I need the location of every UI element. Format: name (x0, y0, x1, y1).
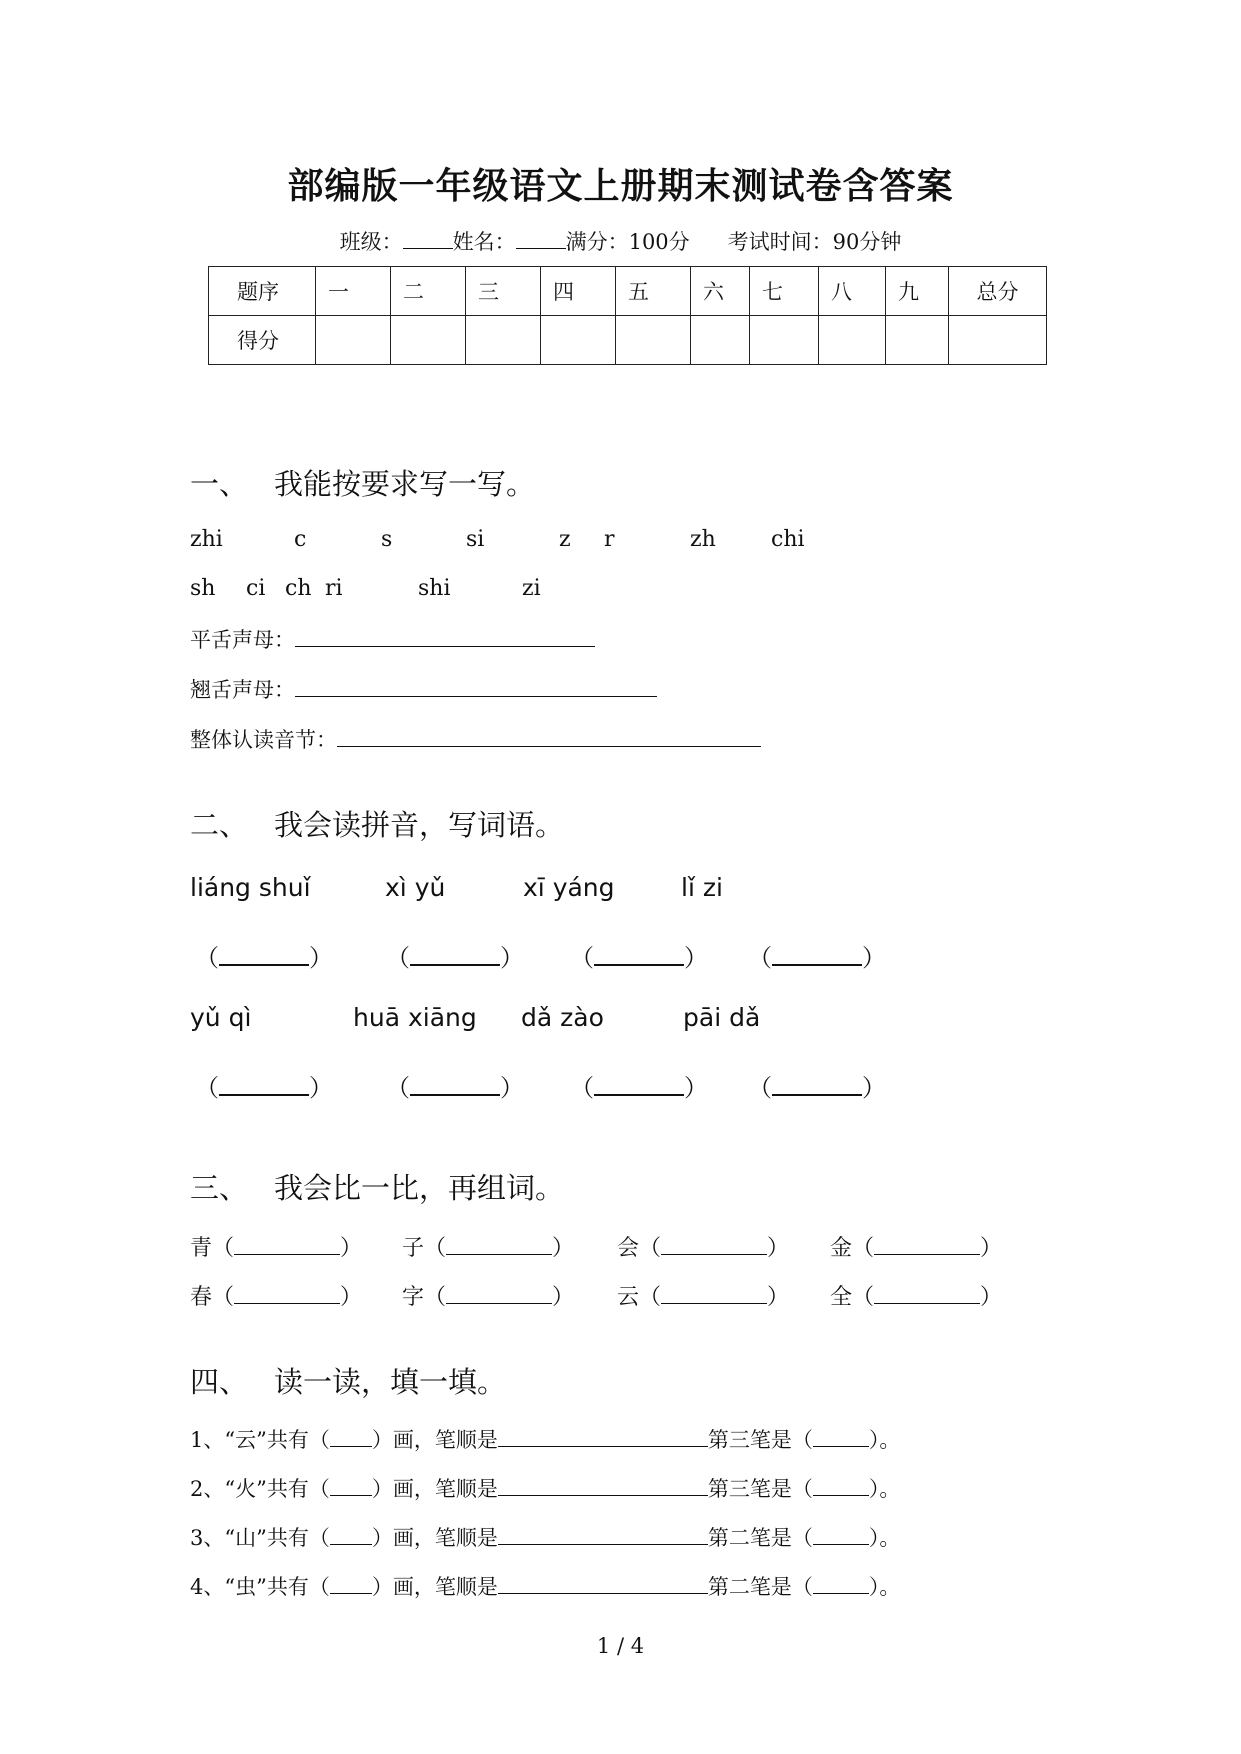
question-end: ）。 (868, 1575, 901, 1599)
question-number: 2、 (190, 1477, 225, 1501)
question-which: 第三笔是（ (707, 1428, 813, 1452)
score-row-label: 得分 (209, 316, 316, 365)
section-number: 一、 (190, 467, 249, 501)
retroflex-label: 翘舌声母： (190, 678, 295, 702)
stroke-count-blank[interactable] (330, 1475, 372, 1496)
compare-answer-line[interactable] (234, 1234, 340, 1255)
stroke-blank[interactable] (813, 1524, 869, 1545)
section-4-heading (190, 1360, 506, 1401)
answer-box[interactable] (195, 1068, 333, 1103)
pinyin-word: dǎ zào (521, 1003, 604, 1032)
score-cell[interactable] (886, 316, 949, 365)
syllable: ri (325, 576, 343, 601)
section-number: 四、 (190, 1365, 249, 1399)
stroke-order-blank[interactable] (498, 1426, 708, 1447)
section-title: 我能按要求写一写。 (274, 467, 536, 501)
compare-item (402, 1231, 574, 1262)
syllable: si (466, 527, 485, 552)
flat-tongue-row (190, 624, 595, 654)
score-cell[interactable] (541, 316, 616, 365)
name-label: 姓名： (452, 230, 516, 254)
answer-box[interactable] (195, 938, 333, 973)
paren-open: （ (424, 1285, 447, 1310)
compare-item (617, 1231, 789, 1262)
whole-syllable-row (190, 724, 761, 754)
table-header-cell: 三 (466, 267, 541, 316)
question-end: ）。 (868, 1526, 901, 1550)
section-number: 三、 (190, 1171, 249, 1205)
paren-open: （ (195, 944, 219, 972)
stroke-order-blank[interactable] (498, 1475, 708, 1496)
pinyin-word: lǐ zi (681, 873, 723, 902)
syllable: zhi (190, 527, 223, 552)
score-cell[interactable] (466, 316, 541, 365)
table-header-cell: 一 (316, 267, 391, 316)
score-table-header-row (209, 267, 1047, 316)
paren-close: ） (980, 1236, 1003, 1261)
answer-box[interactable] (748, 938, 886, 973)
question-mid: ）画，笔顺是 (371, 1575, 498, 1599)
question-char: “山”共有（ (224, 1526, 330, 1550)
section-number: 二、 (190, 808, 249, 842)
question-end: ）。 (868, 1428, 901, 1452)
compare-answer-line[interactable] (661, 1283, 767, 1304)
table-header-cell: 二 (391, 267, 466, 316)
compare-char: 金 (830, 1236, 853, 1261)
stroke-order-blank[interactable] (498, 1524, 708, 1545)
compare-answer-line[interactable] (446, 1234, 552, 1255)
question-mid: ）画，笔顺是 (371, 1526, 498, 1550)
score-cell[interactable] (750, 316, 819, 365)
answer-box[interactable] (748, 1068, 886, 1103)
paren-open: （ (386, 1074, 410, 1102)
table-header-cell: 题序 (209, 267, 316, 316)
paren-close: ） (862, 944, 886, 972)
syllable: zi (522, 576, 541, 601)
paren-open: （ (212, 1285, 235, 1310)
paren-open: （ (748, 1074, 772, 1102)
question-char: “虫”共有（ (224, 1575, 330, 1599)
answer-box[interactable] (570, 1068, 708, 1103)
score-cell[interactable] (391, 316, 466, 365)
table-header-cell: 九 (886, 267, 949, 316)
paren-open: （ (748, 944, 772, 972)
compare-item (402, 1280, 574, 1311)
table-header-cell: 七 (750, 267, 819, 316)
compare-char: 会 (617, 1236, 640, 1261)
compare-char: 子 (402, 1236, 425, 1261)
whole-syllable-answer-line[interactable] (337, 726, 761, 747)
paren-close: ） (767, 1236, 790, 1261)
paren-open: （ (570, 1074, 594, 1102)
compare-char: 青 (190, 1236, 213, 1261)
paren-open: （ (639, 1285, 662, 1310)
paren-open: （ (195, 1074, 219, 1102)
paren-close: ） (862, 1074, 886, 1102)
score-cell[interactable] (616, 316, 691, 365)
compare-answer-line[interactable] (446, 1283, 552, 1304)
syllable: z (559, 527, 571, 552)
paren-close: ） (500, 1074, 524, 1102)
paren-open: （ (639, 1236, 662, 1261)
paren-open: （ (212, 1236, 235, 1261)
compare-char: 全 (830, 1285, 853, 1310)
pinyin-word: yǔ qì (190, 1003, 252, 1032)
compare-char: 云 (617, 1285, 640, 1310)
question-number: 4、 (190, 1575, 225, 1599)
paren-close: ） (552, 1236, 575, 1261)
stroke-blank[interactable] (813, 1426, 869, 1447)
compare-char: 字 (402, 1285, 425, 1310)
question-char: “云”共有（ (224, 1428, 330, 1452)
section-1-heading (190, 462, 535, 503)
question-mid: ）画，笔顺是 (371, 1477, 498, 1501)
table-header-cell: 总分 (949, 267, 1047, 316)
score-cell[interactable] (691, 316, 750, 365)
paren-close: ） (767, 1285, 790, 1310)
stroke-question (190, 1424, 900, 1454)
compare-item (617, 1280, 789, 1311)
table-header-cell: 五 (616, 267, 691, 316)
syllable: ch (285, 576, 312, 601)
question-which: 第二笔是（ (707, 1575, 813, 1599)
score-cell[interactable] (316, 316, 391, 365)
score-cell[interactable] (949, 316, 1047, 365)
paren-open: （ (852, 1285, 875, 1310)
question-which: 第三笔是（ (707, 1477, 813, 1501)
full-score: 满分：100分 (565, 230, 690, 254)
paren-close: ） (340, 1285, 363, 1310)
question-end: ）。 (868, 1477, 901, 1501)
compare-item (190, 1280, 362, 1311)
stroke-count-blank[interactable] (330, 1524, 372, 1545)
stroke-question (190, 1473, 900, 1503)
syllable: ci (246, 576, 266, 601)
paren-close: ） (684, 944, 708, 972)
pinyin-word: pāi dǎ (683, 1003, 761, 1032)
stroke-question (190, 1571, 900, 1601)
syllable: zh (690, 527, 716, 552)
answer-box[interactable] (386, 938, 524, 973)
whole-syllable-label: 整体认读音节： (190, 728, 337, 752)
section-2-heading (190, 803, 564, 844)
compare-char: 春 (190, 1285, 213, 1310)
table-header-cell: 四 (541, 267, 616, 316)
class-blank[interactable] (403, 230, 453, 249)
compare-answer-line[interactable] (874, 1283, 980, 1304)
table-header-cell: 八 (819, 267, 886, 316)
section-title: 我会比一比，再组词。 (274, 1171, 565, 1205)
section-title: 我会读拼音，写词语。 (274, 808, 565, 842)
section-3-heading (190, 1166, 564, 1207)
syllable: chi (771, 527, 805, 552)
paren-close: ） (684, 1074, 708, 1102)
compare-answer-line[interactable] (234, 1283, 340, 1304)
table-header-cell: 六 (691, 267, 750, 316)
paren-close: ） (980, 1285, 1003, 1310)
paren-open: （ (386, 944, 410, 972)
retroflex-row (190, 674, 657, 704)
stroke-blank[interactable] (813, 1573, 869, 1594)
compare-answer-line[interactable] (874, 1234, 980, 1255)
pinyin-word: xì yǔ (385, 873, 446, 902)
stroke-order-blank[interactable] (498, 1573, 708, 1594)
name-blank[interactable] (516, 230, 566, 249)
compare-answer-line[interactable] (661, 1234, 767, 1255)
score-table-score-row (209, 316, 1047, 365)
question-char: “火”共有（ (224, 1477, 330, 1501)
paren-open: （ (852, 1236, 875, 1261)
stroke-count-blank[interactable] (330, 1573, 372, 1594)
paren-close: ） (340, 1236, 363, 1261)
question-which: 第二笔是（ (707, 1526, 813, 1550)
syllable: c (294, 527, 307, 552)
question-number: 1、 (190, 1428, 225, 1452)
paren-open: （ (570, 944, 594, 972)
paren-open: （ (424, 1236, 447, 1261)
syllable: s (381, 527, 393, 552)
syllable: sh (190, 576, 216, 601)
class-label: 班级： (339, 230, 403, 254)
answer-box[interactable] (570, 938, 708, 973)
pinyin-word: huā xiāng (353, 1003, 477, 1032)
compare-item (830, 1231, 1002, 1262)
question-number: 3、 (190, 1526, 225, 1550)
flat-tongue-label: 平舌声母： (190, 628, 295, 652)
retroflex-answer-line[interactable] (295, 676, 657, 697)
pinyin-word: xī yáng (523, 873, 615, 902)
stroke-count-blank[interactable] (330, 1426, 372, 1447)
stroke-blank[interactable] (813, 1475, 869, 1496)
compare-item (190, 1231, 362, 1262)
paren-close: ） (309, 944, 333, 972)
score-table (208, 266, 1047, 365)
score-cell[interactable] (819, 316, 886, 365)
question-mid: ）画，笔顺是 (371, 1428, 498, 1452)
exam-info (0, 226, 1241, 256)
flat-tongue-answer-line[interactable] (295, 626, 595, 647)
paren-close: ） (309, 1074, 333, 1102)
paren-close: ） (552, 1285, 575, 1310)
page-number: 1 / 4 (596, 1634, 645, 1658)
compare-item (830, 1280, 1002, 1311)
answer-box[interactable] (386, 1068, 524, 1103)
page-title: 部编版一年级语文上册期末测试卷含答案 (287, 166, 954, 207)
pinyin-word: liáng shuǐ (190, 873, 311, 902)
exam-time: 考试时间：90分钟 (727, 230, 902, 254)
stroke-question (190, 1522, 900, 1552)
paren-close: ） (500, 944, 524, 972)
section-title: 读一读，填一填。 (274, 1365, 507, 1399)
syllable: shi (418, 576, 451, 601)
syllable: r (604, 527, 615, 552)
